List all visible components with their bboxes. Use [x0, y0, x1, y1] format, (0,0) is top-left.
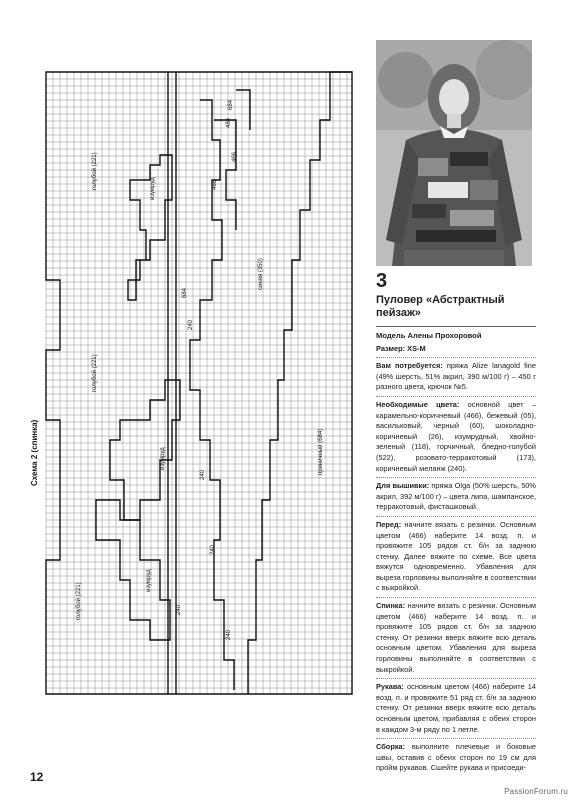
colors-label: Необходимые цвета:: [376, 399, 460, 409]
embroidery-label: Для вышивки:: [376, 481, 430, 491]
label-684-a: 684: [182, 287, 188, 298]
label-684-b: 684: [228, 99, 234, 110]
assembly-label: Сборка:: [376, 742, 406, 752]
article-title: Пуловер «Абстрактный пейзаж»: [376, 294, 505, 319]
needed-text: пряжа Alize lanagold fine (49% шерсть, 51% акрил, 390 м/100 г) – 450 г разного цвета, крючок №5.: [376, 361, 536, 392]
label-sinyaya: синяя (350): [258, 258, 264, 290]
chart-outline-path: [236, 90, 250, 130]
chart-outline-path: [214, 117, 236, 230]
sleeve-paragraph: [376, 682, 536, 735]
separator: [376, 396, 536, 397]
label-izumrud-3: изумруд: [146, 569, 152, 592]
label-240-e: 240: [210, 544, 216, 555]
separator: [376, 738, 536, 739]
photo-illustration: [376, 40, 532, 266]
assembly-paragraph: [376, 742, 536, 774]
title-divider: [376, 326, 536, 327]
front-text: начните вязать с резинки. Основным цветом (466) наберите 14 возд. п. и провяжите 105 рядов ст. б/н за заднюю стенку. Далее вяжите по схеме. Все цвета вяжутся одновременно. Убавления для выреза горловины выполняйте в соответствии с выкройкой.: [376, 519, 537, 593]
separator: [376, 357, 536, 358]
label-goluboy-3: голубой (221): [76, 582, 82, 620]
label-goluboy-1: голубой (221): [92, 152, 98, 190]
sleeve-label: Рукава:: [376, 682, 404, 692]
separator: [376, 597, 536, 598]
size-line: [376, 344, 536, 355]
separator: [376, 477, 536, 478]
label-240-c: 240: [176, 604, 182, 615]
separator: [376, 516, 536, 517]
label-240-b: 240: [200, 469, 206, 480]
label-izumrud-1: изумруд: [150, 177, 156, 200]
model-author: Модель Алены Прохоровой: [376, 331, 482, 340]
back-label: Спинка:: [376, 601, 406, 611]
colors-paragraph: [376, 400, 536, 474]
label-484: 484: [226, 117, 232, 128]
label-466-a: 466: [212, 179, 218, 190]
front-label: Перед:: [376, 519, 402, 529]
page-number: 12: [30, 770, 44, 784]
embroidery-text: пряжа Olga (50% шерсть, 50% акрил, 392 м/100 г) – цвета липа, шампанское, терракотовый, фисташковый.: [376, 481, 536, 512]
embroidery-paragraph: [376, 481, 536, 513]
needed-label: Вам потребуется:: [376, 361, 443, 371]
label-pryanichny: пряничный (684): [318, 428, 324, 475]
size-value: XS-M: [407, 343, 426, 353]
chart-outline-path: [248, 72, 352, 694]
assembly-text: выполните плечевые и боковые швы, оставив с обеих сторон по 19 см для пройм рукавов. Сшейте рукава и присоеди-: [376, 742, 536, 773]
label-izumrud-2: изумруд: [160, 447, 166, 470]
separator: [376, 678, 536, 679]
schema-title: Схема 2 (спинка): [30, 419, 39, 486]
article-number: 3: [376, 270, 388, 292]
watermark: PassionForum.ru: [504, 787, 568, 796]
back-text: начните вязать с резинки. Основным цветом (466) наберите 14 возд. п. и провяжите 105 рядов ст. б/н за заднюю стенку. От резинки вверх вяжите всю деталь основным цветом. Убавления для выреза горловины выполняйте в соответствии с выкройкой.: [376, 601, 536, 674]
chart-outline-path: [96, 500, 170, 640]
model-photo: [376, 40, 532, 266]
front-paragraph: [376, 520, 536, 594]
label-466-b: 466: [232, 151, 238, 162]
size-label: Размер:: [376, 343, 406, 353]
sleeve-text: основным цветом (466) наберите 14 возд. п. и провяжите 51 ряд ст. б/н за заднюю стенку. От резинки вверх вяжите всю деталь основным цветом, прибавляя с обеих сторон в каждом 3-м ряду по 1 петле.: [376, 682, 537, 734]
label-goluboy-2: голубой (221): [92, 354, 98, 392]
label-240-a: 240: [188, 319, 194, 330]
needed-paragraph: [376, 361, 536, 393]
back-paragraph: [376, 601, 536, 675]
label-240-d: 240: [226, 629, 232, 640]
article: [376, 270, 536, 776]
colors-text: основной цвет – карамельно-коричневый (466), бежевый (05), васильковый, черный (60), шоколадно-коричневый (26), изумрудный, хвойно-зеленый (118), горчичный, бледно-голубой (522), розовато-терракотовый (173), коричневый меланж (240).: [376, 399, 536, 473]
